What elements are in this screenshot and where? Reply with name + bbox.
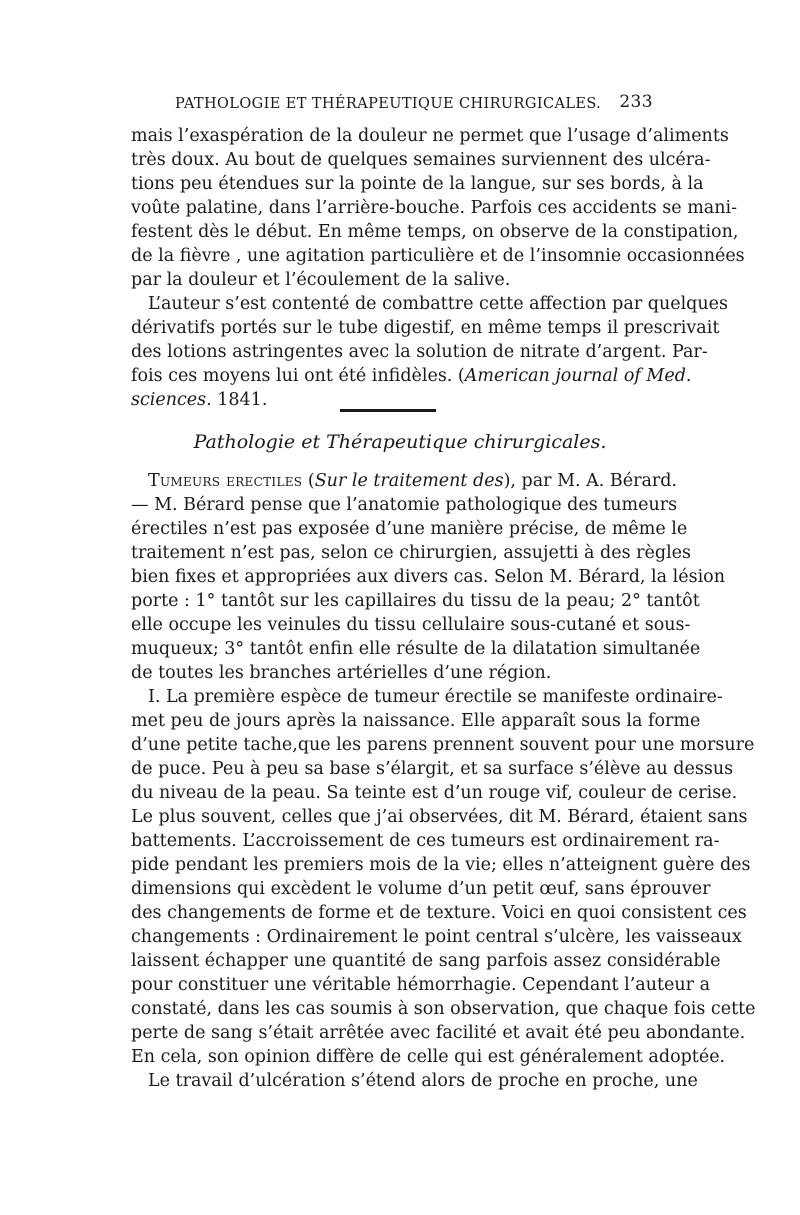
text-line: des lotions astringentes avec la solution de nitrate d’argent. Par- (131, 342, 708, 362)
text-line: pour constituer une véritable hémorrhagie. Cependant l’auteur a (131, 975, 711, 995)
text-line: voûte palatine, dans l’arrière-bouche. Parfois ces accidents se mani- (131, 198, 738, 218)
running-header (175, 92, 653, 118)
text-line: mais l’exaspération de la douleur ne permet que l’usage d’aliments (131, 126, 729, 146)
text-line: Le travail d’ulcération s’étend alors de proche en proche, une (148, 1071, 698, 1091)
text-line: d’une petite tache,que les parens prennent souvent pour une morsure (131, 735, 755, 755)
text-line: pide pendant les premiers mois de la vie; elles n’atteignent guère des (131, 855, 751, 875)
article-heading (148, 470, 678, 492)
text-line: I. La première espèce de tumeur érectile se manifeste ordinaire- (148, 687, 723, 707)
citation-journal: sciences. (131, 390, 212, 410)
article-subtitle: Sur le traitement des (314, 471, 504, 491)
text-line: met peu de jours après la naissance. Elle apparaît sous la forme (131, 711, 701, 731)
article-title: Tumeurs erectiles (148, 471, 303, 491)
text-line: festent dès le début. En même temps, on observe de la constipation, (131, 222, 739, 242)
text-line: traitement n’est pas, selon ce chirurgien, assujetti à des règles (131, 543, 692, 563)
text-line: bien fixes et appropriées aux divers cas. Selon M. Bérard, la lésion (131, 567, 725, 587)
text-line: perte de sang s’était arrêtée avec facilité et avait été peu abondante. (131, 1023, 746, 1043)
text-line: elle occupe les veinules du tissu cellulaire sous-cutané et sous- (131, 615, 691, 635)
text-line-citation (131, 365, 692, 387)
page-number: 233 (619, 92, 653, 112)
text-span: ( (302, 471, 315, 491)
text-line: du niveau de la peau. Sa teinte est d’un rouge vif, couleur de cerise. (131, 783, 738, 803)
text-line: — M. Bérard pense que l’anatomie pathologique des tumeurs (131, 495, 678, 515)
text-line: tions peu étendues sur la pointe de la langue, sur ses bords, à la (131, 174, 704, 194)
text-line: porte : 1° tantôt sur les capillaires du tissu de la peau; 2° tantôt (131, 591, 700, 611)
text-line: érectiles n’est pas exposée d’une manière précise, de même le (131, 519, 688, 539)
text-line: changements : Ordinairement le point central s’ulcère, les vaisseaux (131, 927, 742, 947)
text-line: dérivatifs portés sur le tube digestif, en même temps il prescrivait (131, 318, 720, 338)
text-line: de la fièvre , une agitation particulière et de l’insomnie occasionnées (131, 246, 745, 266)
text-line: par la douleur et l’écoulement de la salive. (131, 270, 511, 290)
citation-year: 1841. (211, 390, 268, 410)
running-title: PATHOLOGIE ET THÉRAPEUTIQUE CHIRURGICALES. (175, 96, 602, 112)
text-line: de toutes les branches artérielles d’une région. (131, 663, 552, 683)
citation-journal: American journal of Med. (464, 366, 692, 386)
text-line: Le plus souvent, celles que j’ai observées, dit M. Bérard, étaient sans (131, 807, 748, 827)
section-title: Pathologie et Thérapeutique chirurgicales. (193, 431, 607, 453)
text-line: des changements de forme et de texture. Voici en quoi consistent ces (131, 903, 747, 923)
text-line: muqueux; 3° tantôt enfin elle résulte de la dilatation simultanée (131, 639, 701, 659)
text-line: battements. L’accroissement de ces tumeurs est ordinairement ra- (131, 831, 720, 851)
text-line: de puce. Peu à peu sa base s’élargit, et sa surface s’élève au dessus (131, 759, 734, 779)
text-line-citation (131, 389, 669, 411)
text-line: laissent échapper une quantité de sang parfois assez considérable (131, 951, 721, 971)
section-divider (340, 409, 436, 412)
text-line: très doux. Au bout de quelques semaines surviennent des ulcéra- (131, 150, 711, 170)
text-span: ), par M. A. Bérard. (503, 471, 678, 491)
text-span: fois ces moyens lui ont été infidèles. ( (131, 366, 465, 386)
text-line: L’auteur s’est contenté de combattre cette affection par quelques (148, 294, 728, 314)
text-line: constaté, dans les cas soumis à son observation, que chaque fois cette (131, 999, 756, 1019)
text-line: En cela, son opinion diffère de celle qui est généralement adoptée. (131, 1047, 726, 1067)
text-line: dimensions qui excèdent le volume d’un petit œuf, sans éprouver (131, 879, 711, 899)
